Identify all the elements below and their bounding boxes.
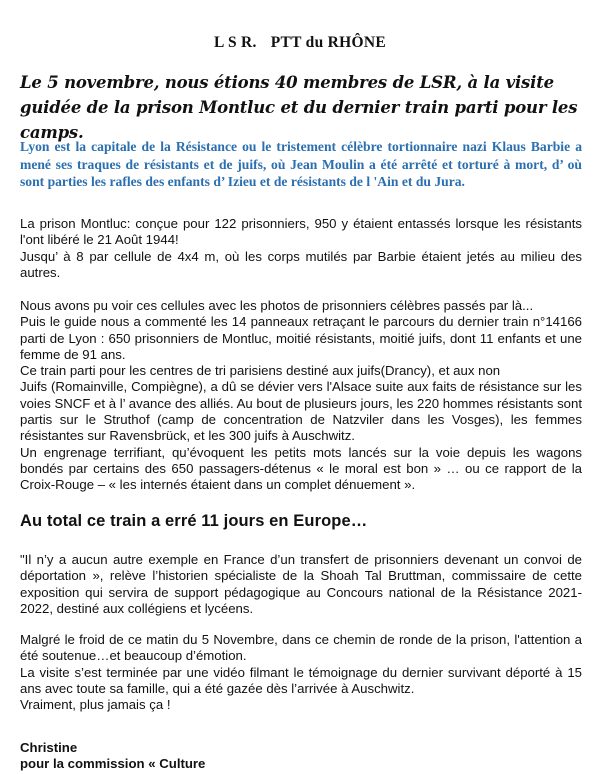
paragraph: Malgré le froid de ce matin du 5 Novembre, dans ce chemin de ronde de la prison, l'attention a été soutenue…et beaucoup d’émotion. [20,632,582,664]
author-role: pour la commission « Culture [20,756,206,772]
paragraph: La prison Montluc: conçue pour 122 prisonniers, 950 y étaient entassés lorsque les résistants l'ont libéré le 21 Août 1944! [20,216,582,248]
prison-section [20,216,582,281]
paragraph: Puis le guide nous a commenté les 14 panneaux retraçant le parcours du dernier train n°14166 parti de Lyon : 650 prisonniers de Montluc, moitié résistants, moitié juifs, dont 11 enfants et une femme de 91 ans. [20,314,582,362]
quote-section [20,552,582,617]
page-title [0,34,600,52]
paragraph: Jusqu’ à 8 par cellule de 4x4 m, où les corps mutilés par Barbie étaient jetés au milieu des autres. [20,248,582,280]
lead-paragraph: Le 5 novembre, nous étions 40 membres de LSR, à la visite guidée de la prison Montluc et du dernier train parti pour les camps. [20,73,578,142]
section-headline: Au total ce train a erré 11 jours en Europe… [20,512,368,530]
paragraph: Ce train parti pour les centres de tri parisiens destiné aux juifs(Drancy), et aux non [20,363,501,379]
intro-paragraph: Lyon est la capitale de la Résistance ou le tristement célèbre tortionnaire nazi Klaus Barbie a mené ses traques de résistants et de juifs, où Jean Moulin a été arrêté et torturé à mort, d’ où sont parties les rafles des enfants d’ Izieu et de résistants de l 'Ain et du Jura. [20,139,582,190]
signature [20,740,582,773]
author-name: Christine [20,740,78,755]
visit-section [20,632,582,713]
paragraph: Vraiment, plus jamais ça ! [20,697,171,713]
paragraph: "Il n’y a aucun autre exemple en France d’un transfert de prisonniers devenant un convoi de déportation », relève l’historien spécialiste de la Shoah Tal Bruttman, commissaire de cette exposition qui servira de support pédagogique au Concours national de la Résistance 2021-2022, destiné aux collégiens et lycéens. [20,552,582,616]
train-section [20,298,582,494]
section-name: PTT du RHÔNE [270,34,387,51]
paragraph: Nous avons pu voir ces cellules avec les photos de prisonniers célèbres passés par là... [20,298,534,313]
paragraph: Juifs (Romainville, Compiègne), a dû se dévier vers l'Alsace suite aux faits de résistance sur les voies SNCF et à l’ avance des alliés. Au bout de plusieurs jours, les 220 hommes résistants sont partis sur le Struthof (camp de concentration de Natzviler dans les Vosges), les femmes résistantes sur Ravensbrück, et les 300 juifs à Auschwitz. [20,379,582,444]
paragraph: La visite s’est terminée par une vidéo filmant le témoignage du dernier survivant déporté à 15 ans avec toute sa famille, qui a été gazée dès l’arrivée à Auschwitz. [20,664,582,696]
org-name: L S R. [213,34,257,51]
paragraph: Un engrenage terrifiant, qu’évoquent les petits mots lancés sur la voie depuis les wagons bondés par certains des 650 passagers-détenus « le moral est bon » … ou ce rapport de la Croix-Rouge – « les internés étaient dans un complet dénuement ». [20,444,582,493]
